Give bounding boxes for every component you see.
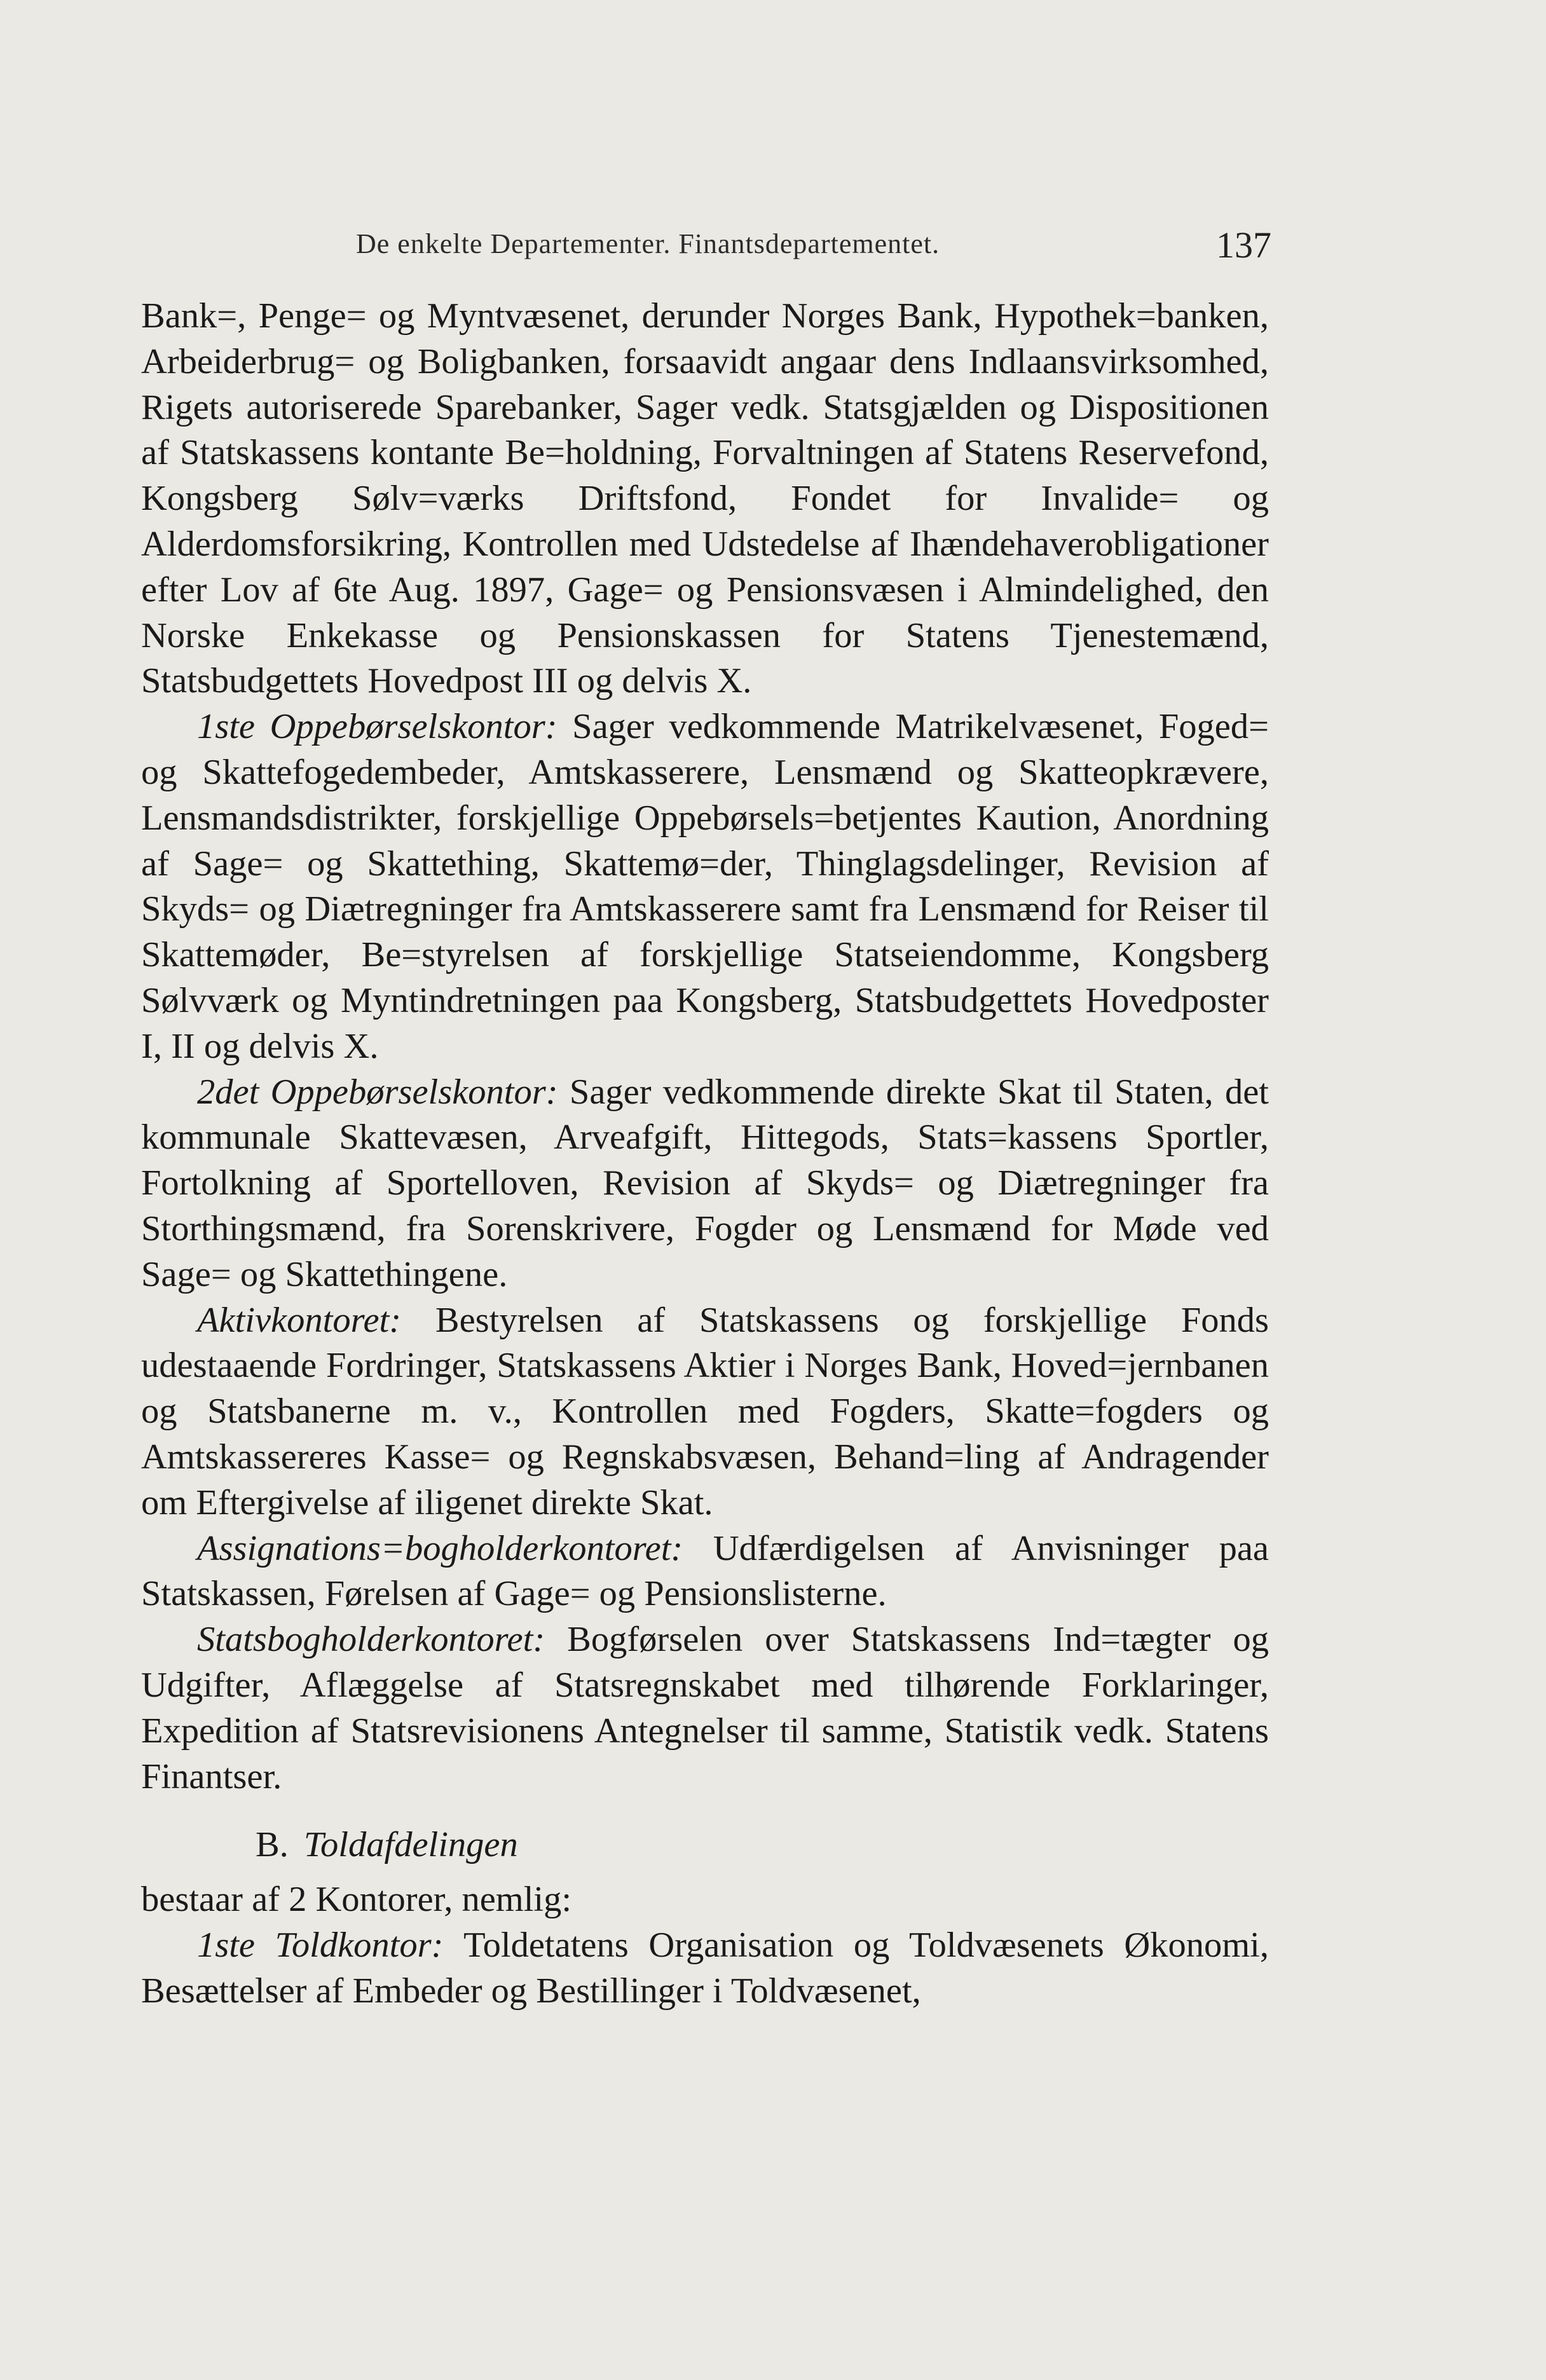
paragraph-lead: Assignations=bogholderkontoret: bbox=[197, 1528, 713, 1568]
paragraph-lead: 1ste Toldkontor: bbox=[197, 1925, 464, 1965]
paragraph bbox=[141, 294, 1269, 704]
section-heading bbox=[141, 1800, 1269, 1877]
section-title: Toldafdelingen bbox=[303, 1825, 518, 1865]
page-header bbox=[356, 224, 1271, 270]
intro-line: bestaar af 2 Kontorer, nemlig: bbox=[141, 1880, 572, 1920]
paragraph bbox=[141, 704, 1269, 1069]
paragraph-text: Sager vedkommende direkte Skat til Staten, det kommunale Skattevæsen, Arveafgift, Hittegods, Stats=kassens Sportler, Fortolkning af Sportelloven, Revision af Skyds= og Diætregninger fra Storthingsmænd, fra Sorenskrivere, Fogder og Lensmænd for Møde ved Sage= og Skattethingene. bbox=[141, 1072, 1269, 1294]
section-letter: B. bbox=[256, 1825, 289, 1865]
paragraph-text: Udfærdigelsen af Anvisninger paa Statskassen, Førelsen af Gage= og Pensionslisterne. bbox=[141, 1528, 1269, 1614]
paragraph-text: Sager vedkommende Matrikelvæsenet, Foged= og Skattefogedembeder, Amtskasserere, Lensmænd og Skatteopkrævere, Lensmandsdistrikter, forskjellige Oppebørsels=betjentes Kaution, Anordning af Sage= og Skattething, Skattemø=der, Thinglagsdelinger, Revision af Skyds= og Diætregninger fra Amtskasserere samt fra Lensmænd for Reiser til Skattemøder, Be=styrelsen af forskjellige Statseiendomme, Kongsberg Sølvværk og Myntindretningen paa Kongsberg, Statsbudgettets Hovedposter I, II og delvis X. bbox=[141, 707, 1269, 1066]
paragraph-text: Bank=, Penge= og Myntvæsenet, derunder Norges Bank, Hypothek=banken, Arbeiderbrug= og Boligbanken, forsaavidt angaar dens Indlaansvirksomhed, Rigets autoriserede Sparebanker, Sager vedk. Statsgjælden og Dispositionen af Statskassens kontante Be=holdning, Forvaltningen af Statens Reservefond, Kongsberg Sølv=værks Driftsfond, Fondet for Invalide= og Alderdomsforsikring, Kontrollen med Udstedelse af Ihændehaverobligationer efter Lov af 6te Aug. 1897, Gage= og Pensionsvæsen i Almindelighed, den Norske Enkekasse og Pensionskassen for Statens Tjenestemænd, Statsbudgettets Hovedpost III og delvis X. bbox=[141, 296, 1269, 701]
running-head: De enkelte Departementer. Finantsdepartementet. bbox=[356, 228, 940, 259]
paragraph bbox=[141, 1070, 1269, 1298]
paragraph bbox=[141, 1617, 1269, 1800]
paragraph-text: Bogførselen over Statskassens Ind=tægter og Udgifter, Aflæggelse af Statsregnskabet med tilhørende Forklaringer, Expedition af Statsrevisionens Antegnelser til samme, Statistik vedk. Statens Finantser. bbox=[141, 1620, 1269, 1796]
paragraph-text: Toldetatens Organisation og Toldvæsenets Økonomi, Besættelser af Embeder og Bestillinger i Toldvæsenet, bbox=[141, 1925, 1269, 2011]
page-number: 137 bbox=[1216, 224, 1271, 266]
paragraph-lead: Statsbogholderkontoret: bbox=[197, 1620, 568, 1660]
paragraph-lead: Aktivkontoret: bbox=[197, 1300, 435, 1340]
paragraph bbox=[141, 1298, 1269, 1526]
paragraph-lead: 2det Oppebørselskontor: bbox=[197, 1072, 570, 1112]
paragraph bbox=[141, 1923, 1269, 2014]
paragraph-text: Bestyrelsen af Statskassens og forskjellige Fonds udestaaende Fordringer, Statskassens Aktier i Norges Bank, Hoved=jernbanen og Statsbanerne m. v., Kontrollen med Fogders, Skatte=fogders og Amtskassereres Kasse= og Regnskabsvæsen, Behand=ling af Andragender om Eftergivelse af iligenet direkte Skat. bbox=[141, 1300, 1269, 1522]
paragraph-lead: 1ste Oppebørselskontor: bbox=[197, 707, 573, 747]
body-text bbox=[141, 294, 1269, 2014]
paragraph bbox=[141, 1526, 1269, 1618]
